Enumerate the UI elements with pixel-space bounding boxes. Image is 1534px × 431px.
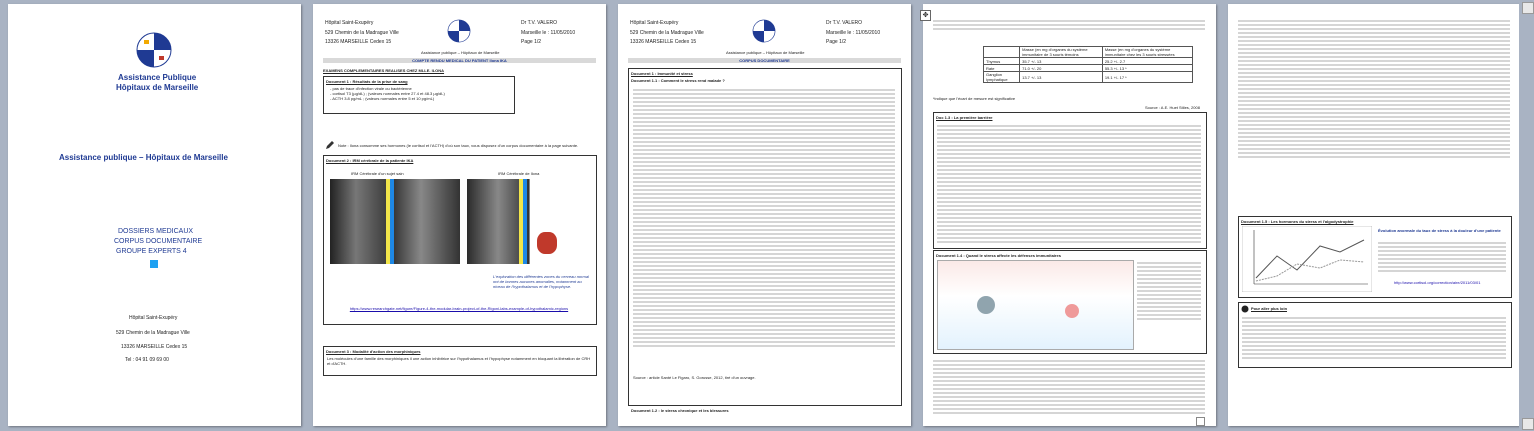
irm-right-bar-blue (523, 179, 527, 264)
doc1-line1: - pas de trace d'infection virale ou bactérienne (330, 86, 412, 91)
doc11-title: Document 1.1 : Comment le stress rend malade ? (631, 78, 725, 83)
resize-handle-icon[interactable] (1196, 417, 1205, 426)
table-row: Ganglion lymphatique 13.7 +/- 13 19.1 +/- 17 * (984, 72, 1193, 83)
cover-address-3: 13326 MARSEILLE Cedex 15 (121, 344, 188, 350)
doc13-box (933, 112, 1207, 249)
fort-box (1238, 302, 1512, 368)
logo-caption: Assistance publique – Hôpitaux de Marseille (726, 50, 805, 55)
hospital-street: 529 Chemin de la Madrague Ville (325, 30, 399, 36)
doc3-title: Document 3 : Modalité d'action des morphiniques (326, 349, 421, 354)
immune-diagram (937, 260, 1134, 350)
logo-caption: Assistance publique – Hôpitaux de Marseille (421, 50, 500, 55)
doc3-box (323, 346, 597, 376)
doc14-title: Document 1.4 : Quand le stress affecte les défenses immunitaires (936, 253, 1061, 258)
cover-subtitle-3: GROUPE EXPERTS 4 (116, 248, 187, 255)
doc1-title: Document 1 : Immunité et stress (631, 71, 693, 76)
doc3-text: Les molécules d'une famille des morphiniques il une action inhibitrice sur l'hypothalamus et l'hypophyse notamment en bloquant la libération de CRH et d'ACTH. (327, 356, 591, 366)
diagram-cell (1065, 304, 1079, 318)
corpus-title: CORPUS DOCUMENTAIRE (628, 58, 901, 63)
cover-subtitle-2: CORPUS DOCUMENTAIRE (114, 238, 203, 245)
aphm-logo-icon (446, 18, 472, 44)
cover-subtitle-1: DOSSIERS MEDICAUX (118, 228, 194, 235)
cover-address-2: 529 Chemin de la Madrague Ville (116, 330, 190, 336)
cursor-marker (150, 260, 158, 268)
irm-left-image (330, 179, 460, 264)
chart-link[interactable]: http://www.cortisol.org/correction/aire/2011/03/01 (1394, 280, 1481, 285)
diagram-legend (1137, 260, 1201, 322)
vertical-scrollbar[interactable] (1519, 0, 1534, 431)
table-note: *indique que l'écart de mesure est significative (933, 96, 1016, 101)
doctor-name: Dr T.V. VALERO (521, 20, 558, 26)
doc15-title: Document 1.5 : Les hormones du stress et l'algodystrophie (1241, 219, 1354, 224)
pencil-icon (325, 140, 335, 150)
cover-page (8, 4, 301, 426)
report-date: Marseille le : 11/05/2010 (826, 30, 881, 36)
section-title: EXAMENS COMPLEMENTAIRES REALISES CHEZ MLLE. ILONA (323, 68, 445, 73)
hospital-street: 529 Chemin de la Madrague Ville (630, 30, 704, 36)
irm-right-label: IRM Cérébrale de Ilona (498, 171, 540, 176)
irm-right-image (467, 179, 591, 264)
irm-caption: L'exploration des différentes zones du cerveau normal ont de bonnes aucunes anomalies, notamment au niveau de l'hypothalamus et de l'hypophyse. (493, 274, 589, 289)
cover-title: Assistance publique – Hôpitaux de Marseille (59, 153, 228, 162)
doc1-box (628, 68, 902, 406)
corpus-page (618, 4, 911, 426)
aphm-logo-icon (751, 18, 777, 44)
intro-text (933, 18, 1205, 32)
doc2-title: Document 2 : IRM cérébrale de la patiente IKA (326, 158, 414, 163)
report-title: COMPTE RENDU MEDICAL DU PATIENT Ilona IKA (323, 58, 596, 63)
organ-mass-table (983, 46, 1193, 83)
irm-left-bar-blue (390, 179, 394, 264)
stress-chart (1242, 226, 1372, 292)
scroll-down-icon[interactable] (1522, 418, 1534, 430)
cover-address-1: Hôpital Saint-Exupéry (129, 315, 178, 321)
doc1-title: Document 1 : Résultats de la prise de sang (326, 79, 408, 84)
book-icon (1241, 305, 1249, 313)
table-row: Rate 71.0 +/- 20 55.3 +/- 13 * (984, 65, 1193, 72)
logo-text-2: Hôpitaux de Marseille (116, 83, 199, 92)
hospital-city: 13326 MARSEILLE Cedex 15 (325, 39, 392, 45)
irm-left-label: IRM Cérébrale d'un sujet sain (351, 171, 404, 176)
doc11-source: Source : article Santé Le Figaro, S. Gorusse, 2012, tiré d'un ouvrage. (633, 375, 756, 380)
page-number: Page 1/2 (521, 39, 542, 45)
hospital-name: Hôpital Saint-Exupéry (630, 20, 679, 26)
move-handle-icon[interactable]: ✥ (920, 10, 931, 21)
logo-text-1: Assistance Publique (118, 73, 197, 82)
table-row: Thymus 35.7 +/- 13 25.2 +/- 2.7 (984, 58, 1193, 65)
doc11-body (633, 87, 895, 349)
body-text (933, 358, 1205, 416)
chart-caption: Évolution anormale du taux de stress à la douleur d'une patiente (1378, 228, 1501, 233)
table-corner (984, 47, 1020, 58)
hospital-city: 13326 MARSEILLE Cedex 15 (630, 39, 697, 45)
doc12-title: Document 1.2 : le stress chronique et les blessures (631, 408, 729, 413)
doc1-line3: - ACTH 3.8 pg/mL ; (valeurs normales entre 5 et 10 pg/mL) (330, 96, 435, 101)
diagram-cell (977, 296, 995, 314)
cover-address-4: Tel : 04 91 09 69 00 (125, 357, 169, 363)
doctor-name: Dr T.V. VALERO (826, 20, 863, 26)
doc13-title: Doc 1.3 : La première barrière (936, 115, 993, 120)
irm-3d-model (537, 232, 557, 254)
aphm-logo-icon (135, 30, 173, 70)
data-page (923, 4, 1216, 426)
page-number: Page 1/2 (826, 39, 847, 45)
intro-text (1238, 18, 1510, 160)
note-text: Note : Ilona consomme ses hormones (le cortisol et l'ACTH) d'où son taux, vous disposez d'un corpus documentaire à la page suivante. (338, 143, 579, 148)
doc1-box (323, 76, 515, 114)
scroll-up-icon[interactable] (1522, 2, 1534, 14)
irm-link[interactable]: https://www.researchgate.net/figure/Figure-4-the-modular-brain-project-of-the-Rigoni-labs-example-of-hypothalamic-regions (349, 306, 569, 311)
doc1-line2: - cortisol T3 (µg/dL) ; (valeurs normales entre 27.4 et 48.3 µg/dL) (330, 91, 445, 96)
table-header-control: Masse (en mg d'organes du système immunitaire de 3 souris témoins (1020, 47, 1103, 58)
report-date: Marseille le : 11/05/2010 (521, 30, 576, 36)
report-page (313, 4, 606, 426)
stress-page (1228, 4, 1521, 426)
table-source: Source : A.E. Huet Stiles, 2008 (1145, 105, 1200, 110)
table-header-stressed: Masse (en mg d'organes du système immunitaire chez les 3 souris stressées (1102, 47, 1192, 58)
chart-notes (1378, 240, 1506, 274)
hospital-name: Hôpital Saint-Exupéry (325, 20, 374, 26)
fort-title: Pour aller plus loin (1251, 306, 1288, 311)
